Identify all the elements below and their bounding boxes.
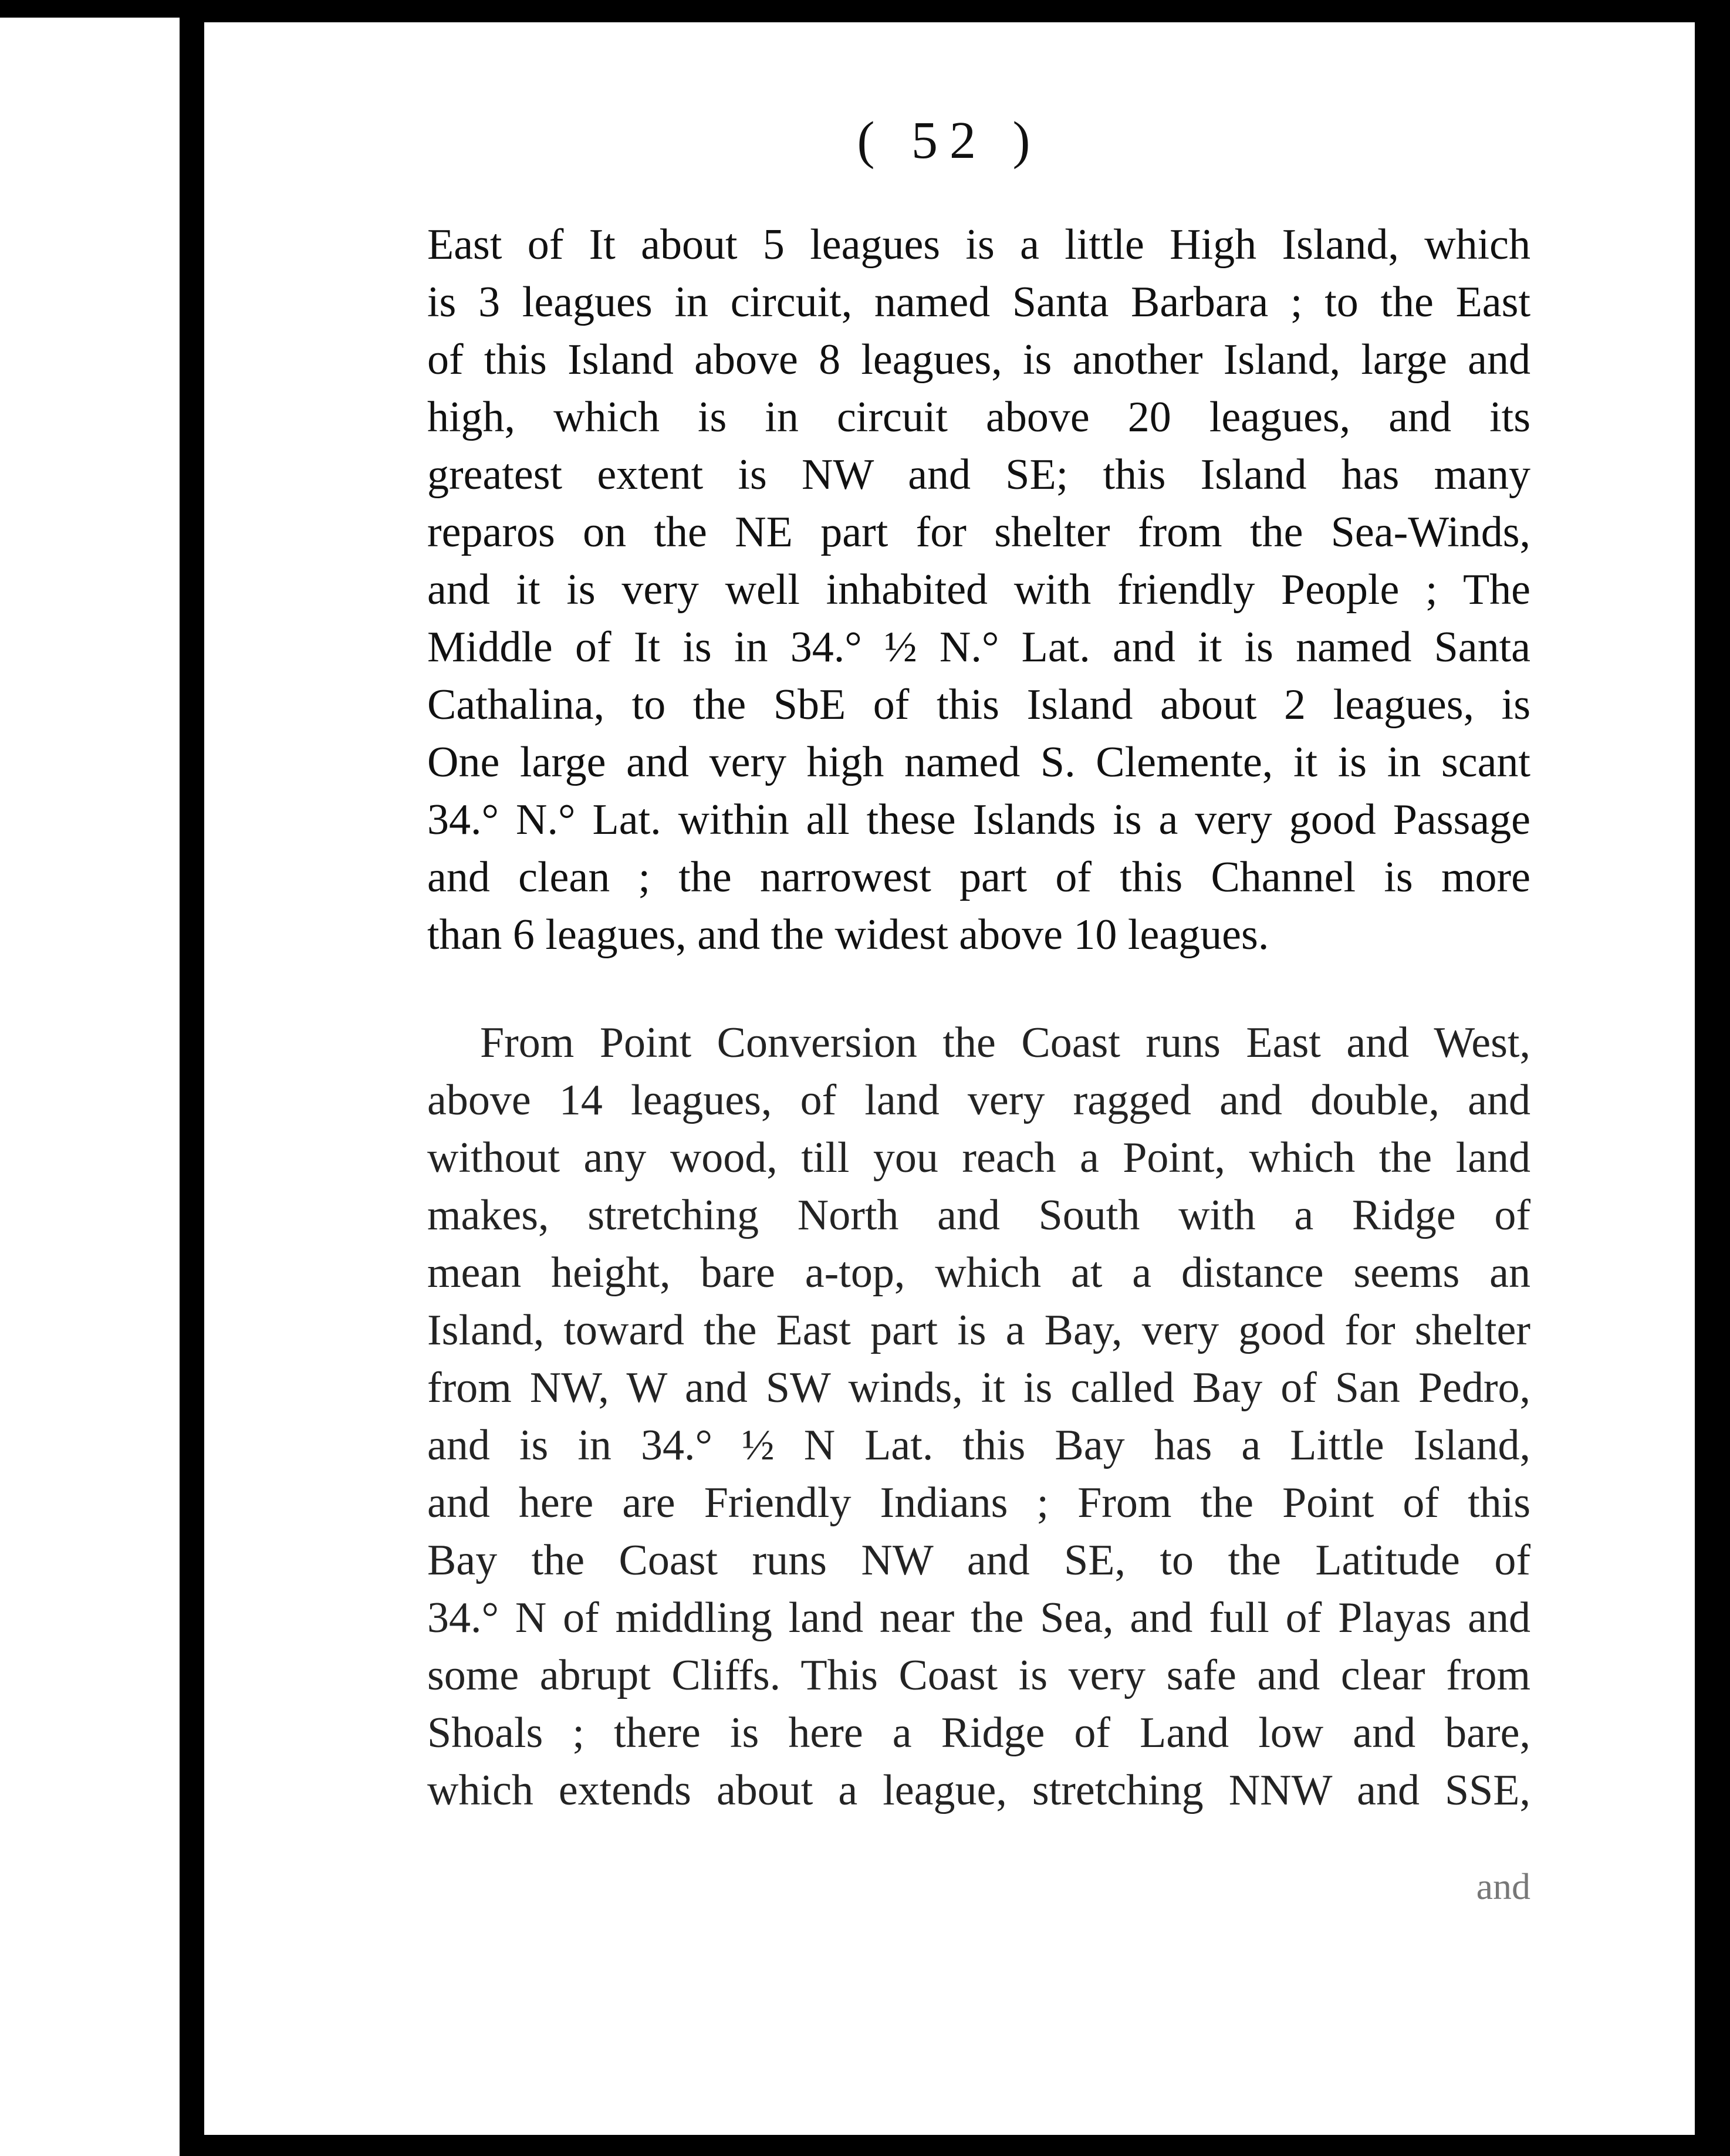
text-line: above 14 leagues, of land very ragged and double, and (427, 1076, 1530, 1124)
text-line: 34.° N of middling land near the Sea, and full of Playas and (427, 1594, 1530, 1642)
catchword: and (1476, 1866, 1530, 1907)
text-line: and clean ; the narrowest part of this Channel is more (427, 853, 1530, 901)
page-number-header: ( 52 ) (857, 111, 1042, 170)
text-line: mean height, bare a-top, which at a distance seems an (427, 1249, 1530, 1297)
text-line: Shoals ; there is here a Ridge of Land low and bare, (427, 1709, 1530, 1757)
right-page-edge (1695, 23, 1730, 2136)
paragraph-1 (427, 216, 1530, 964)
text-line: of this Island above 8 leagues, is another Island, large and (427, 336, 1530, 384)
book-gutter (180, 18, 204, 2156)
text-line: makes, stretching North and South with a Ridge of (427, 1191, 1530, 1239)
text-line: some abrupt Cliffs. This Coast is very safe and clear from (427, 1651, 1530, 1699)
paragraph-2 (427, 1014, 1530, 1819)
text-line: One large and very high named S. Clemente, it is in scant (427, 738, 1530, 786)
text-line: than 6 leagues, and the widest above 10 leagues. (427, 911, 1269, 959)
text-line: and here are Friendly Indians ; From the Point of this (427, 1479, 1530, 1527)
text-line: is 3 leagues in circuit, named Santa Barbara ; to the East (427, 278, 1530, 326)
book-page (204, 22, 1695, 2135)
facing-page-edge (0, 18, 180, 2156)
text-line: reparos on the NE part for shelter from the Sea-Winds, (427, 508, 1530, 556)
text-line: Bay the Coast runs NW and SE, to the Latitude of (427, 1536, 1530, 1584)
text-line: Island, toward the East part is a Bay, very good for shelter (427, 1306, 1530, 1354)
text-line: Cathalina, to the SbE of this Island about 2 leagues, is (427, 681, 1530, 729)
text-line: East of It about 5 leagues is a little High Island, which (427, 221, 1530, 269)
text-line: Middle of It is in 34.° ½ N.° Lat. and it is named Santa (427, 623, 1530, 671)
text-line: high, which is in circuit above 20 leagues, and its (427, 393, 1530, 441)
text-line: From Point Conversion the Coast runs East and West, (480, 1019, 1530, 1067)
text-line: without any wood, till you reach a Point, which the land (427, 1134, 1530, 1182)
text-line: and it is very well inhabited with friendly People ; The (427, 566, 1530, 614)
text-line: from NW, W and SW winds, it is called Bay of San Pedro, (427, 1364, 1530, 1412)
text-line: which extends about a league, stretching NNW and SSE, (427, 1766, 1530, 1814)
text-line: 34.° N.° Lat. within all these Islands is a very good Passage (427, 796, 1530, 844)
text-line: greatest extent is NW and SE; this Island has many (427, 451, 1530, 499)
text-line: and is in 34.° ½ N Lat. this Bay has a Little Island, (427, 1421, 1530, 1469)
